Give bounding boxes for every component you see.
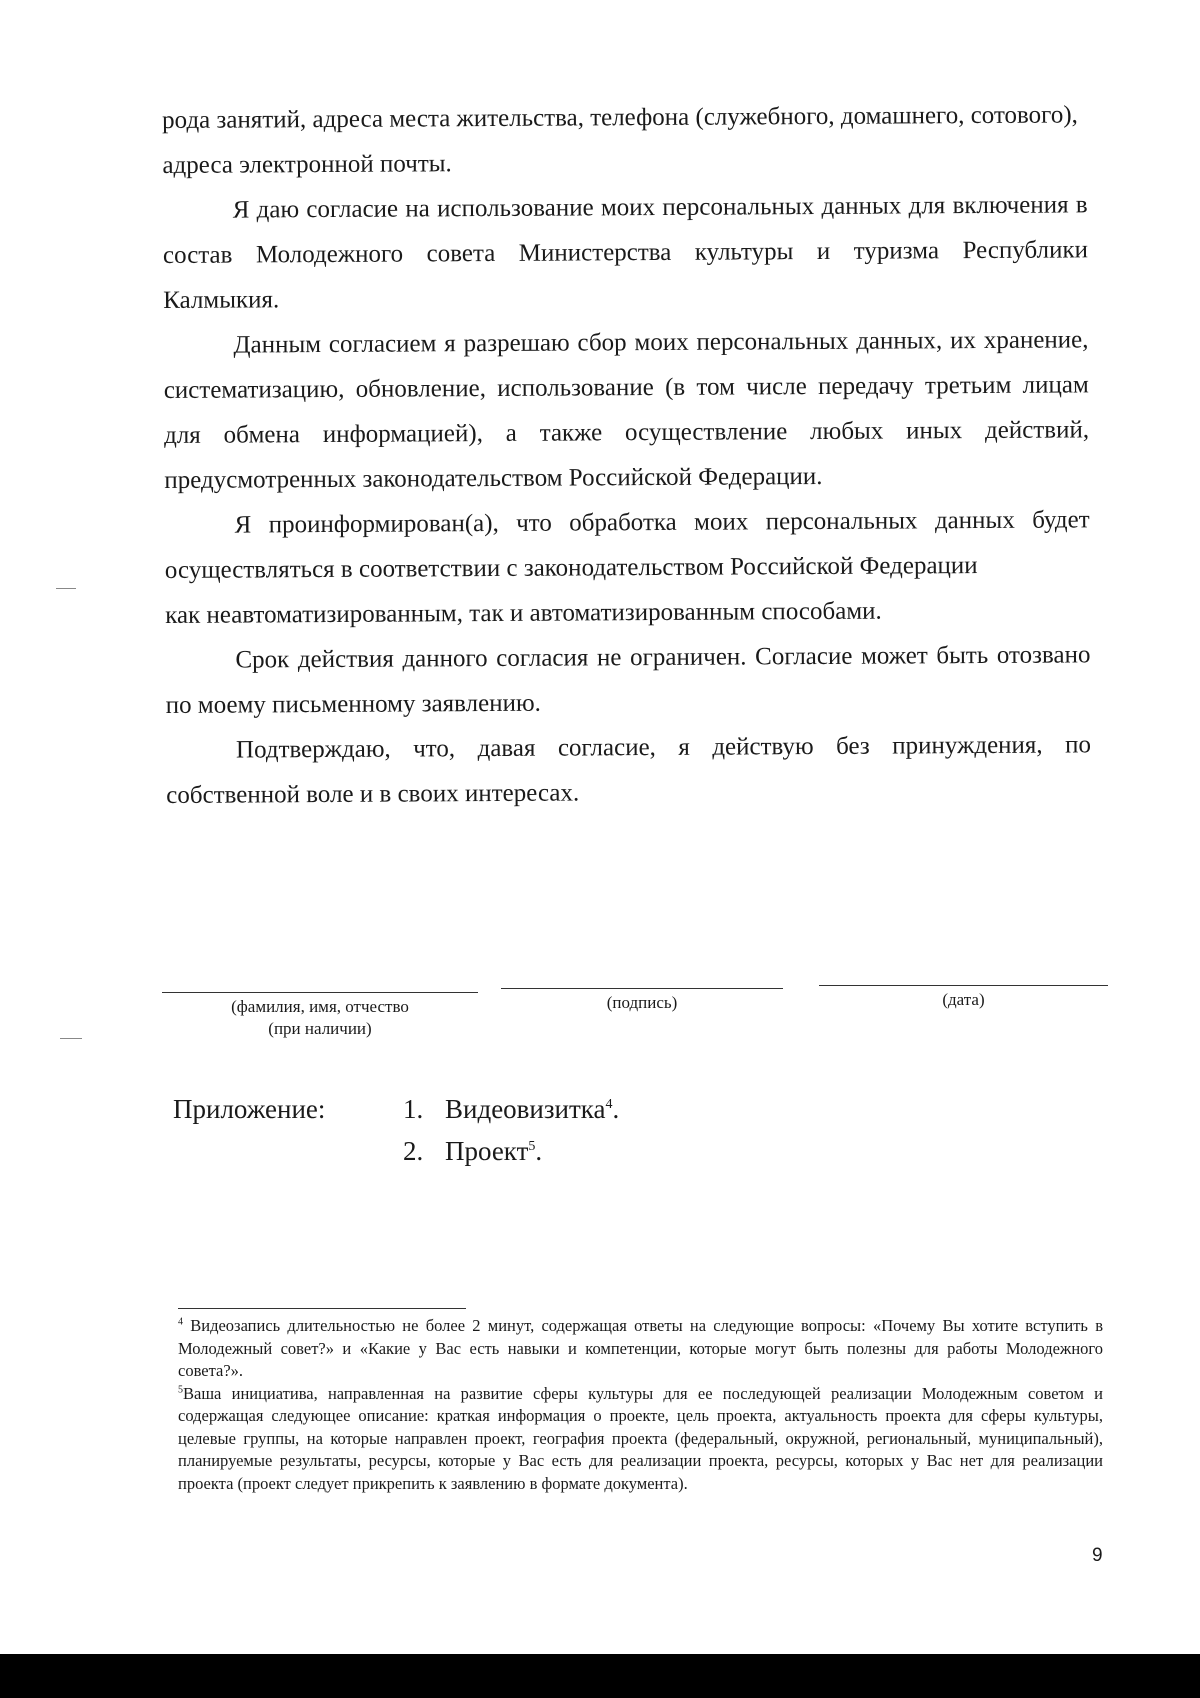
signature-field [501,988,783,1014]
date-caption: (дата) [942,990,985,1009]
footnote: $^4$ Видеозапись длительностью не более 2 минут, содержащая ответы на следующие вопросы: «Почему Вы хотите вступить в Молодежный совет?» и «Какие у Вас есть навыки и компетенции, которые могут быть полезны для работы Молодежного совета?». [178,1316,1103,1380]
full-name-caption: (фамилия, имя, отчество (при наличии) [231,997,409,1038]
paragraph-continuation: рода занятий, адреса места жительства, телефона (служебного, домашнего, сотового), адреса электронной почты. [162,101,1078,179]
page-number: 9 [1092,1545,1103,1566]
paragraph-informed: Я проинформирован(а), что обработка моих персональных данных будет осуществляться в соответствии с законодательством Российской Федерации [164,506,1090,584]
footnote-separator [178,1308,466,1309]
attachments-list [403,1088,619,1172]
attachment-item: 2. Проект$^5$. [403,1136,543,1166]
signature-block [160,982,1110,1052]
scan-mark [56,588,76,589]
full-name-field [162,992,478,1040]
footnote-ref: 4 [605,1097,613,1112]
paragraph-validity: Срок действия данного согласия не ограничен. Согласие может быть отозвано по моему письменному заявлению. [165,641,1091,719]
scan-mark [60,1038,82,1039]
signature-caption: (подпись) [606,993,678,1012]
signature-line [501,988,783,989]
footnote: $^5$Ваша инициатива, направленная на развитие сферы культуры для ее последующей реализации Молодежным советом и содержащая следующее описание: краткая информация о проекте, цель проекта, актуальность проекта для сферы культуры, целевые группы, на которые направлен проект, география проекта (федеральный, окружной, региональный, муниципальный), планируемые результаты, ресурсы, которые у Вас есть для реализации проекта, ресурсы, которых у Вас нет для реализации проекта (проект следует прикрепить к заявлению в формате документа). [178,1383,1103,1493]
footnotes [178,1315,1103,1495]
scan-bottom-edge [0,1654,1200,1698]
paragraph-informed-methods: как неавтоматизированным, так и автоматизированным способами. [165,597,882,629]
paragraph-consent-processing: Данным согласием я разрешаю сбор моих персональных данных, их хранение, систематизацию, обновление, использование (в том числе передачу третьим лицам для обмена информацией), а также осуществление любых иных действий, предусмотренных законодательством Российской Федерации. [163,326,1090,494]
consent-body [162,92,1091,818]
paragraph-consent-usage: Я даю согласие на использование моих персональных данных для включения в состав Молодежного совета Министерства культуры и туризма Республики Калмыкия. [162,191,1089,314]
paragraph-confirmation: Подтверждаю, что, давая согласие, я действую без принуждения, по собственной воле и в своих интересах. [166,731,1092,809]
full-name-line [162,992,478,993]
date-line [819,985,1108,986]
attachment-item: 1. Видеовизитка$^4$. [403,1094,620,1124]
attachments-label: Приложение: [173,1094,326,1124]
date-field [819,985,1108,1011]
footnote-ref: 5 [528,1139,536,1154]
